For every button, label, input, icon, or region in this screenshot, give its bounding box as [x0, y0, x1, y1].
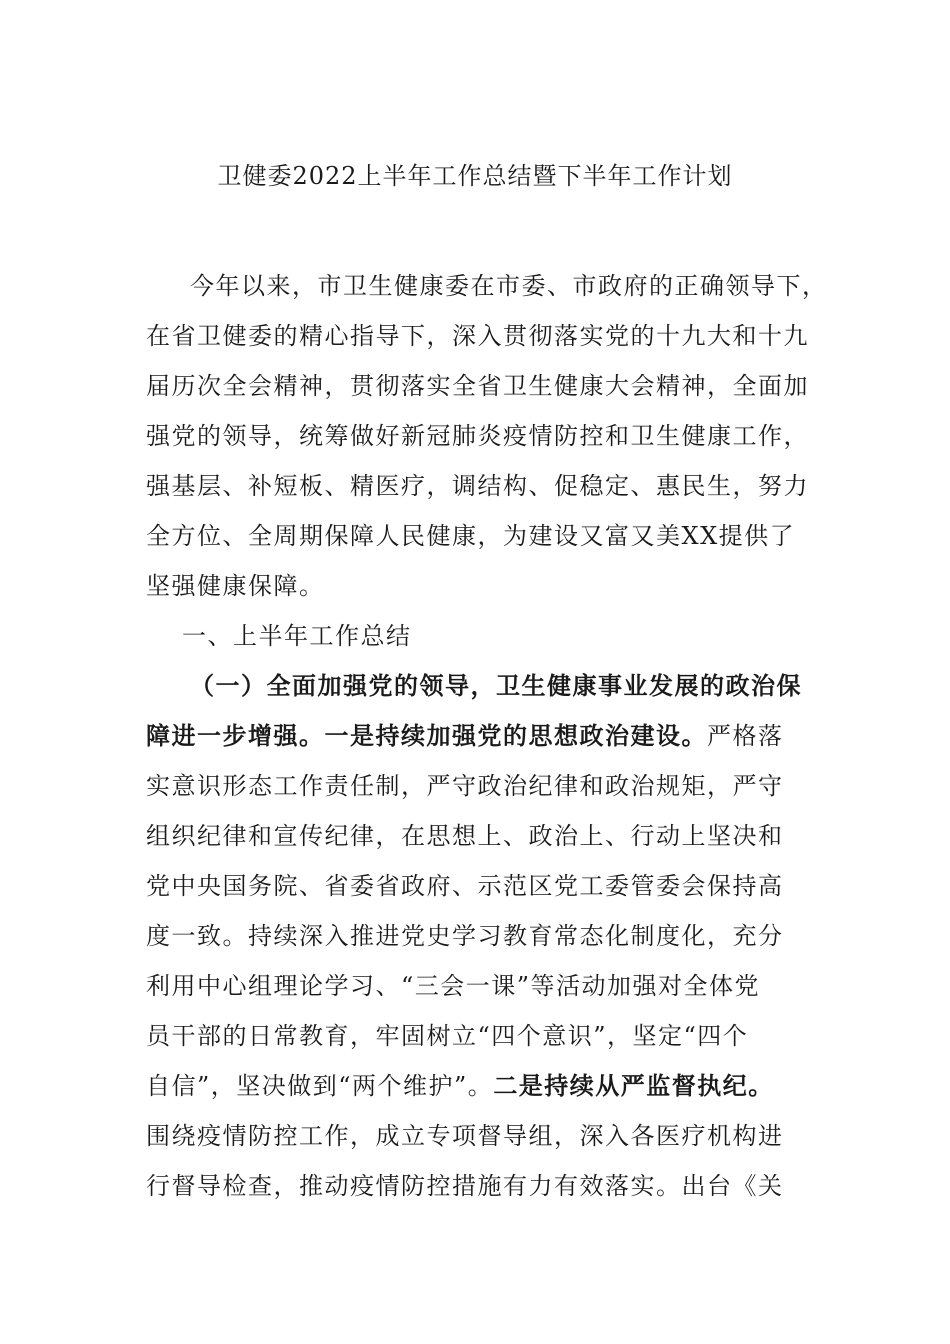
intro-line-2: 在省卫健委的精心指导下，深入贯彻落实党的十九大和十九	[146, 322, 809, 350]
subsection-heading-line-1: （一）全面加强党的领导，卫生健康事业发展的政治保	[190, 671, 802, 700]
intro-line-6: 全方位、全周期保障人民健康，为建设又富又美XX提供了	[146, 522, 796, 550]
intro-line-4: 强党的领导，统筹做好新冠肺炎疫情防控和卫生健康工作，	[146, 422, 809, 450]
body-line: 围绕疫情防控工作，成立专项督导组，深入各医疗机构进	[146, 1122, 784, 1150]
body-line-mixed	[146, 1068, 774, 1104]
body-line: 利用中心组理论学习、“三会一课”等活动加强对全体党	[146, 972, 761, 1000]
intro-line-1: 今年以来，市卫生健康委在市委、市政府的正确领导下，	[190, 272, 828, 300]
body-line: 员干部的日常教育，牢固树立“四个意识”，坚定“四个	[146, 1022, 749, 1050]
subsection-line-2	[146, 718, 784, 754]
body-line-bold-heading: 二是持续从严监督执纪。	[493, 1071, 774, 1100]
body-line-text: 自信”，坚决做到“两个维护”。	[146, 1072, 494, 1100]
body-line: 度一致。持续深入推进党史学习教育常态化制度化，充分	[146, 922, 784, 950]
body-line: 党中央国务院、省委省政府、示范区党工委管委会保持高	[146, 872, 784, 900]
body-line: 实意识形态工作责任制，严守政治纪律和政治规矩，严守	[146, 772, 784, 800]
document-title: 卫健委2022上半年工作总结暨下半年工作计划	[217, 162, 733, 190]
intro-line-5: 强基层、补短板、精医疗，调结构、促稳定、惠民生，努力	[146, 472, 809, 500]
body-line: 组织纪律和宣传纪律，在思想上、政治上、行动上坚决和	[146, 822, 784, 850]
subsection-heading-line-2: 障进一步增强。一是持续加强党的思想政治建设。	[146, 721, 707, 750]
intro-line-7: 坚强健康保障。	[146, 572, 325, 600]
intro-line-3: 届历次全会精神，贯彻落实全省卫生健康大会精神，全面加	[146, 372, 809, 400]
section-heading: 一、上半年工作总结	[182, 622, 412, 650]
body-line: 行督导检查，推动疫情防控措施有力有效落实。出台《关	[146, 1172, 784, 1200]
subsection-line-2-text: 严格落	[707, 722, 784, 750]
